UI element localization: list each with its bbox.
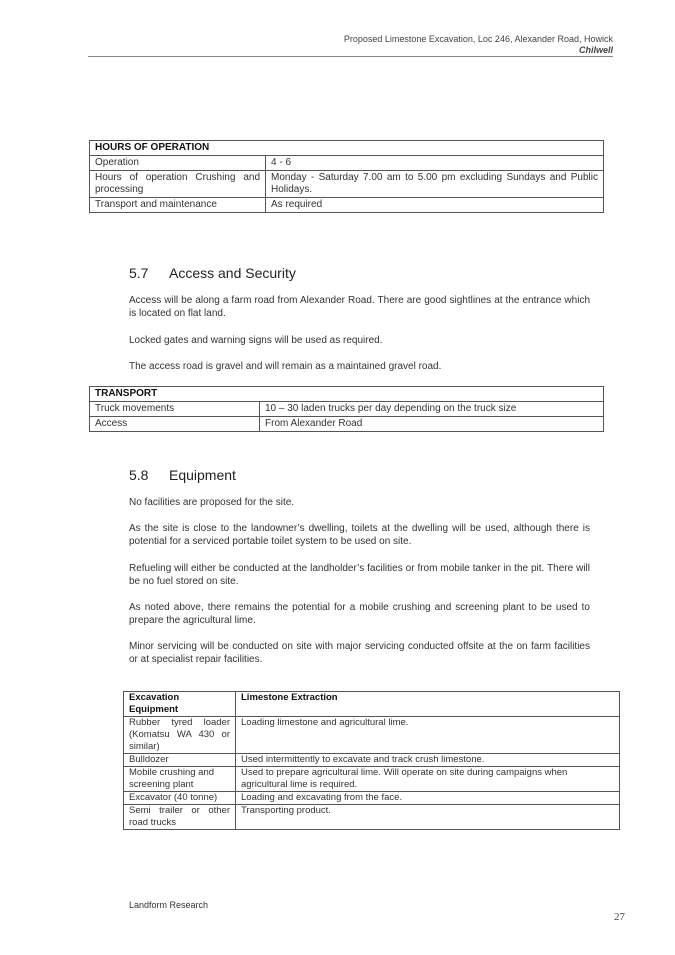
table-heading: TRANSPORT [90, 387, 604, 402]
table-row [124, 767, 620, 792]
row-value: 10 – 30 laden trucks per day depending on the truck size [260, 402, 604, 417]
paragraph: Minor servicing will be conducted on site with major servicing conducted offsite at the on farm facilities or at specialist repair facilities. [129, 641, 590, 665]
section-heading-access-security [129, 265, 296, 281]
table-row [90, 402, 604, 417]
use-cell: Loading limestone and agricultural lime. [236, 717, 620, 754]
transport-table [89, 386, 604, 432]
use-cell: Used to prepare agricultural lime. Will operate on site during campaigns when agricultural lime is required. [236, 767, 620, 792]
table-row [90, 417, 604, 432]
section-number: 5.8 [129, 467, 149, 483]
paragraph: Locked gates and warning signs will be used as required. [129, 335, 383, 346]
equipment-table [123, 691, 620, 830]
table-heading: HOURS OF OPERATION [90, 141, 604, 156]
row-label: Operation [90, 156, 266, 171]
table-row [124, 792, 620, 805]
row-label: Truck movements [90, 402, 260, 417]
section-number: 5.7 [129, 265, 149, 281]
paragraph: No facilities are proposed for the site. [129, 497, 295, 508]
equipment-cell: Bulldozer [124, 754, 236, 767]
document-subtitle: Chilwell [578, 45, 613, 55]
column-header: Limestone Extraction [236, 692, 620, 717]
use-cell: Used intermittently to excavate and track crush limestone. [236, 754, 620, 767]
table-row [90, 156, 604, 171]
equipment-cell: Rubber tyred loader (Komatsu WA 430 or similar) [124, 717, 236, 754]
use-cell: Loading and excavating from the face. [236, 792, 620, 805]
row-value: Monday - Saturday 7.00 am to 5.00 pm excluding Sundays and Public Holidays. [266, 171, 604, 198]
table-row [90, 198, 604, 213]
page-number: 27 [614, 911, 625, 923]
equipment-cell: Excavator (40 tonne) [124, 792, 236, 805]
paragraph: The access road is gravel and will remain as a maintained gravel road. [129, 361, 442, 372]
page-header [344, 34, 613, 56]
use-cell: Transporting product. [236, 805, 620, 830]
column-header: Excavation Equipment [124, 692, 236, 717]
table-row [90, 171, 604, 198]
row-label: Access [90, 417, 260, 432]
section-title: Access and Security [169, 265, 296, 281]
paragraph: Access will be along a farm road from Alexander Road. There are good sightlines at the entrance which is located on flat land. [129, 295, 590, 319]
paragraph: As the site is close to the landowner’s dwelling, toilets at the dwelling will be used, although there is potential for a serviced portable toilet system to be used on site. [129, 523, 590, 547]
section-heading-equipment [129, 467, 236, 483]
table-row [124, 754, 620, 767]
table-row [124, 805, 620, 830]
row-value: As required [266, 198, 604, 213]
footer-author: Landform Research [129, 900, 209, 910]
header-rule [88, 56, 613, 57]
row-value: From Alexander Road [260, 417, 604, 432]
hours-of-operation-table [89, 140, 604, 213]
row-label: Transport and maintenance [90, 198, 266, 213]
table-row [124, 717, 620, 754]
row-value: 4 - 6 [266, 156, 604, 171]
row-label: Hours of operation Crushing and processing [90, 171, 266, 198]
paragraph: Refueling will either be conducted at the landholder’s facilities or from mobile tanker in the pit. There will be no fuel stored on site. [129, 563, 590, 587]
paragraph: As noted above, there remains the potential for a mobile crushing and screening plant to be used to prepare the agricultural lime. [129, 602, 590, 626]
equipment-cell: Semi trailer or other road trucks [124, 805, 236, 830]
equipment-cell: Mobile crushing and screening plant [124, 767, 236, 792]
section-title: Equipment [169, 467, 236, 483]
document-title: Proposed Limestone Excavation, Loc 246, Alexander Road, Howick [343, 34, 613, 44]
